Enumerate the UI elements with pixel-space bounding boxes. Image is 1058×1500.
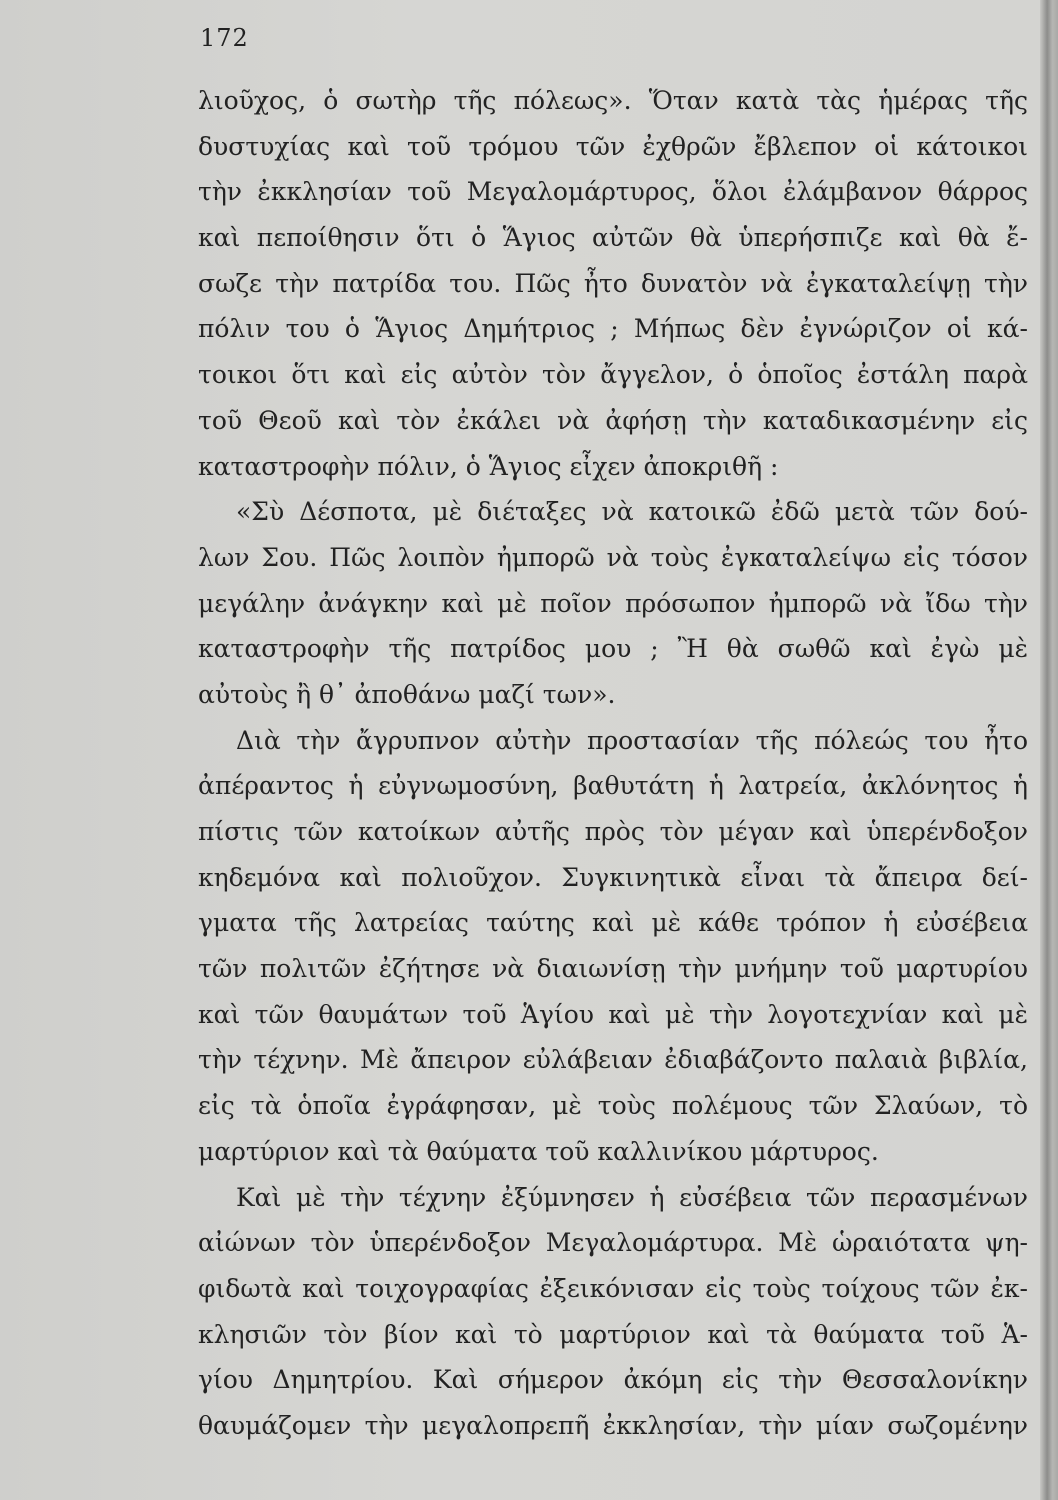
text-line: κηδεμόνα καὶ πολιοῦχον. Συγκινητικὰ εἶναι τὰ ἄπειρα δεί- bbox=[198, 862, 1028, 892]
text-line: λιοῦχος, ὁ σωτὴρ τῆς πόλεως». Ὅταν κατὰ τὰς ἡμέρας τῆς bbox=[198, 86, 1028, 115]
text-line: γίου Δημητρίου. Καὶ σήμερον ἀκόμη εἰς τὴν Θεσσαλονίκην bbox=[198, 1365, 1028, 1395]
text-line: πόλιν του ὁ Ἅγιος Δημήτριος ; Μήπως δὲν ἐγνώριζον οἱ κά- bbox=[198, 314, 1028, 344]
text-line: αὐτοὺς ἢ θ᾿ ἀποθάνω μαζί των». bbox=[198, 679, 616, 709]
text-line: φιδωτὰ καὶ τοιχογραφίας ἐξεικόνισαν εἰς τοὺς τοίχους τῶν ἐκ- bbox=[198, 1273, 1028, 1303]
page-number: 172 bbox=[200, 24, 249, 52]
text-line: γματα τῆς λατρείας ταύτης καὶ μὲ κάθε τρόπον ἡ εὐσέβεια bbox=[198, 908, 1028, 938]
text-line: τὴν ἐκκλησίαν τοῦ Μεγαλομάρτυρος, ὅλοι ἐλάμβανον θάρρος bbox=[198, 177, 1028, 207]
text-line: τὴν τέχνην. Μὲ ἄπειρον εὐλάβειαν ἐδιαβάζοντο παλαιὰ βιβλία, bbox=[198, 1045, 1028, 1075]
text-line: «Σὺ Δέσποτα, μὲ διέταξες νὰ κατοικῶ ἐδῶ μετὰ τῶν δού- bbox=[236, 497, 1028, 527]
text-line: κλησιῶν τὸν βίον καὶ τὸ μαρτύριον καὶ τὰ θαύματα τοῦ Ἁ- bbox=[198, 1319, 1028, 1349]
text-line: μαρτύριον καὶ τὰ θαύματα τοῦ καλλινίκου μάρτυρος. bbox=[198, 1136, 879, 1166]
page-edge bbox=[1040, 0, 1058, 1500]
text-line: εἰς τὰ ὁποῖα ἐγράφησαν, μὲ τοὺς πολέμους τῶν Σλαύων, τὸ bbox=[198, 1091, 1028, 1121]
text-line: καταστροφὴν πόλιν, ὁ Ἅγιος εἶχεν ἀποκριθῆ : bbox=[198, 451, 779, 481]
text-line: καὶ πεποίθησιν ὅτι ὁ Ἅγιος αὐτῶν θὰ ὑπερήσπιζε καὶ θὰ ἔ- bbox=[198, 223, 1028, 253]
text-line: θαυμάζομεν τὴν μεγαλοπρεπῆ ἐκκλησίαν, τὴν μίαν σωζομένην bbox=[198, 1410, 1028, 1440]
text-line: τοῦ Θεοῦ καὶ τὸν ἐκάλει νὰ ἀφήσῃ τὴν καταδικασμένην εἰς bbox=[198, 405, 1028, 435]
text-line: τοικοι ὅτι καὶ εἰς αὐτὸν τὸν ἄγγελον, ὁ ὁποῖος ἐστάλη παρὰ bbox=[198, 360, 1028, 390]
text-line: Διὰ τὴν ἄγρυπνον αὐτὴν προστασίαν τῆς πόλεώς του ἦτο bbox=[236, 725, 1028, 755]
text-line: πίστις τῶν κατοίκων αὐτῆς πρὸς τὸν μέγαν καὶ ὑπερένδοξον bbox=[198, 817, 1028, 846]
body-text bbox=[198, 78, 1028, 1449]
text-line: καὶ τῶν θαυμάτων τοῦ Ἁγίου καὶ μὲ τὴν λογοτεχνίαν καὶ μὲ bbox=[198, 999, 1028, 1029]
text-line: λων Σου. Πῶς λοιπὸν ἠμπορῶ νὰ τοὺς ἐγκαταλείψω εἰς τόσον bbox=[198, 542, 1028, 572]
text-line: καταστροφὴν τῆς πατρίδος μου ; Ἢ θὰ σωθῶ καὶ ἐγὼ μὲ bbox=[198, 634, 1028, 664]
text-line: σωζε τὴν πατρίδα του. Πῶς ἦτο δυνατὸν νὰ ἐγκαταλείψῃ τὴν bbox=[198, 268, 1028, 298]
text-line: δυστυχίας καὶ τοῦ τρόμου τῶν ἐχθρῶν ἔβλεπον οἱ κάτοικοι bbox=[198, 131, 1028, 161]
text-line: μεγάλην ἀνάγκην καὶ μὲ ποῖον πρόσωπον ἠμπορῶ νὰ ἴδω τὴν bbox=[198, 588, 1028, 618]
text-line: ἀπέραντος ἡ εὐγνωμοσύνη, βαθυτάτη ἡ λατρεία, ἀκλόνητος ἡ bbox=[198, 771, 1028, 801]
text-line: Καὶ μὲ τὴν τέχνην ἐξύμνησεν ἡ εὐσέβεια τῶν περασμένων bbox=[236, 1182, 1028, 1212]
text-line: τῶν πολιτῶν ἐζήτησε νὰ διαιωνίσῃ τὴν μνήμην τοῦ μαρτυρίου bbox=[198, 954, 1028, 984]
text-line: αἰώνων τὸν ὑπερένδοξον Μεγαλομάρτυρα. Μὲ ὡραιότατα ψη- bbox=[198, 1228, 1028, 1258]
